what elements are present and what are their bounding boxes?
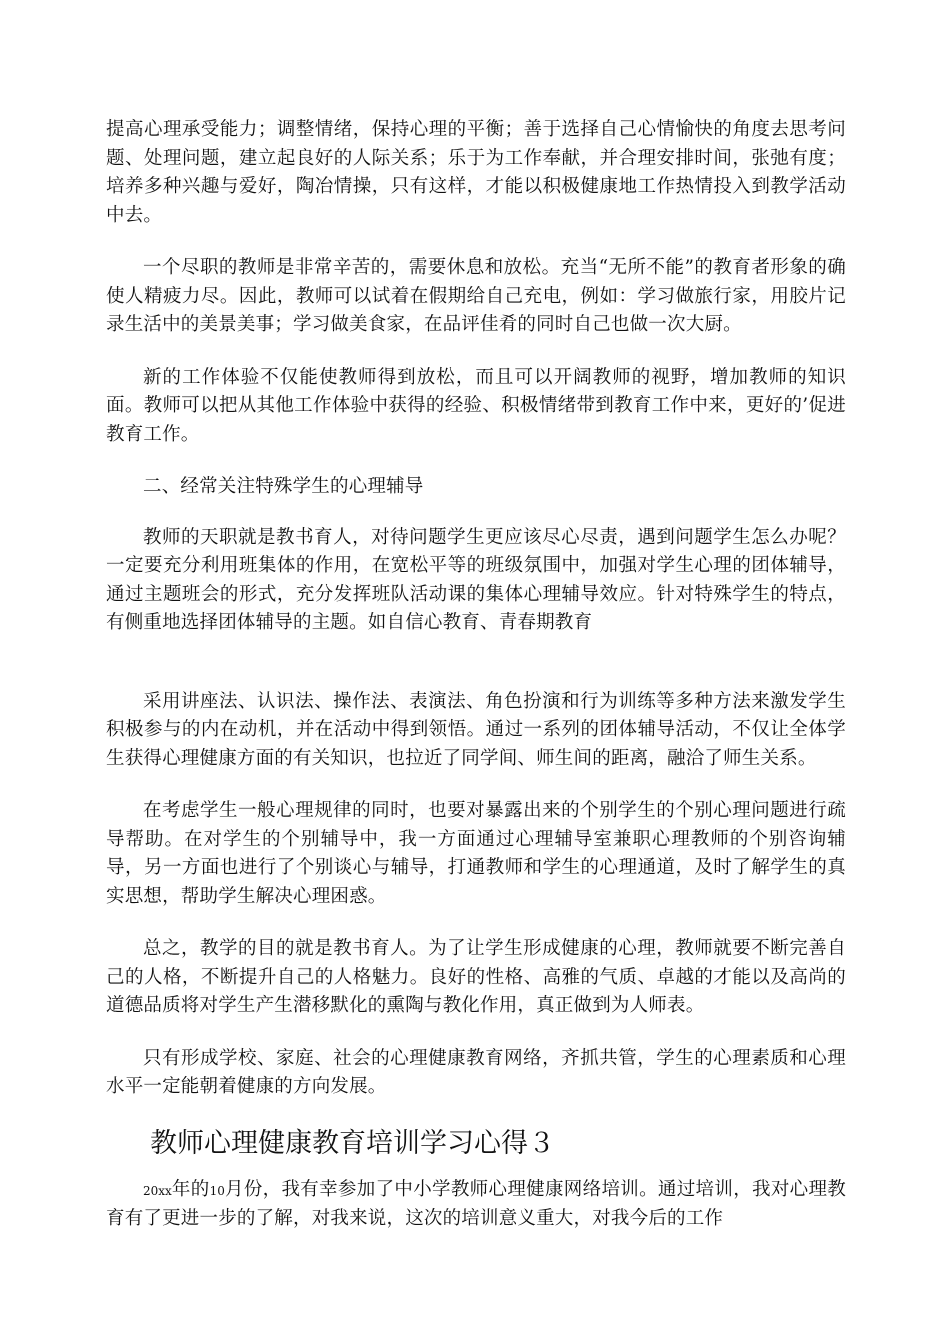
paragraph-1: 提高心理承受能力；调整情绪，保持心理的平衡；善于选择自己心情愉快的角度去思考问题、处理问题，建立起良好的人际关系；乐于为工作奉献，并合理安排时间，张弛有度；培养多种兴趣与爱好，陶冶情操，只有这样，才能以积极健康地工作热情投入到教学活动中去。 bbox=[106, 119, 846, 226]
paragraph-6: 在考虑学生一般心理规律的同时，也要对暴露出来的个别学生的个别心理问题进行疏导帮助。在对学生的个别辅导中，我一方面通过心理辅导室兼职心理教师的个别咨询辅导，另一方面也进行了个别谈心与辅导，打通教师和学生的心理通道，及时了解学生的真实思想，帮助学生解决心理困惑。 bbox=[106, 800, 846, 907]
paragraph-9-rest: 月份，我有幸参加了中小学教师心理健康网络培训。通过培训，我对心理教育有了更进一步的了解，对我来说，这次的培训意义重大，对我今后的工作 bbox=[106, 1178, 847, 1229]
article-title: 教师心理健康教育培训学习心得３ bbox=[150, 1127, 555, 1159]
section-heading: 二、经常关注特殊学生的心理辅导 bbox=[143, 476, 424, 497]
paragraph-8: 只有形成学校、家庭、社会的心理健康教育网络，齐抓共管，学生的心理素质和心理水平一定能朝着健康的方向发展。 bbox=[106, 1047, 846, 1097]
year-suffix-text: 年的 bbox=[171, 1178, 210, 1200]
paragraph-4: 教师的天职就是教书育人，对待问题学生更应该尽心尽责，遇到问题学生怎么办呢？一定要充分利用班集体的作用，在宽松平等的班级氛围中，加强对学生心理的团体辅导，通过主题班会的形式，充分发挥班队活动课的集体心理辅导效应。针对特殊学生的特点，有侧重地选择团体辅导的主题。如自信心教育、青春期教育 bbox=[106, 526, 846, 633]
paragraph-2: 一个尽职的教师是非常辛苦的，需要休息和放松。充当“无所不能”的教育者形象的确使人精疲力尽。因此，教师可以试着在假期给自己充电，例如：学习做旅行家，用胶片记录生活中的美景美事；学习做美食家，在品评佳肴的同时自己也做一次大厨。 bbox=[106, 257, 846, 335]
paragraph-7: 总之，教学的目的就是教书育人。为了让学生形成健康的心理，教师就要不断完善自己的人格，不断提升自己的人格魅力。良好的性格、高雅的气质、卓越的才能以及高尚的道德品质将对学生产生潜移默化的熏陶与教化作用，真正做到为人师表。 bbox=[106, 938, 846, 1016]
year-text: 20xx bbox=[143, 1183, 172, 1198]
month-text: 10 bbox=[209, 1183, 225, 1198]
paragraph-3: 新的工作体验不仅能使教师得到放松，而且可以开阔教师的视野，增加教师的知识面。教师可以把从其他工作体验中获得的经验、积极情绪带到教育工作中来，更好的’促进教育工作。 bbox=[106, 366, 846, 445]
paragraph-5: 采用讲座法、认识法、操作法、表演法、角色扮演和行为训练等多种方法来激发学生积极参与的内在动机，并在活动中得到领悟。通过一系列的团体辅导活动，不仅让全体学生获得心理健康方面的有关知识，也拉近了同学间、师生间的距离，融洽了师生关系。 bbox=[106, 690, 846, 769]
document-body bbox=[106, 116, 846, 1258]
paragraph-9 bbox=[106, 1176, 846, 1234]
